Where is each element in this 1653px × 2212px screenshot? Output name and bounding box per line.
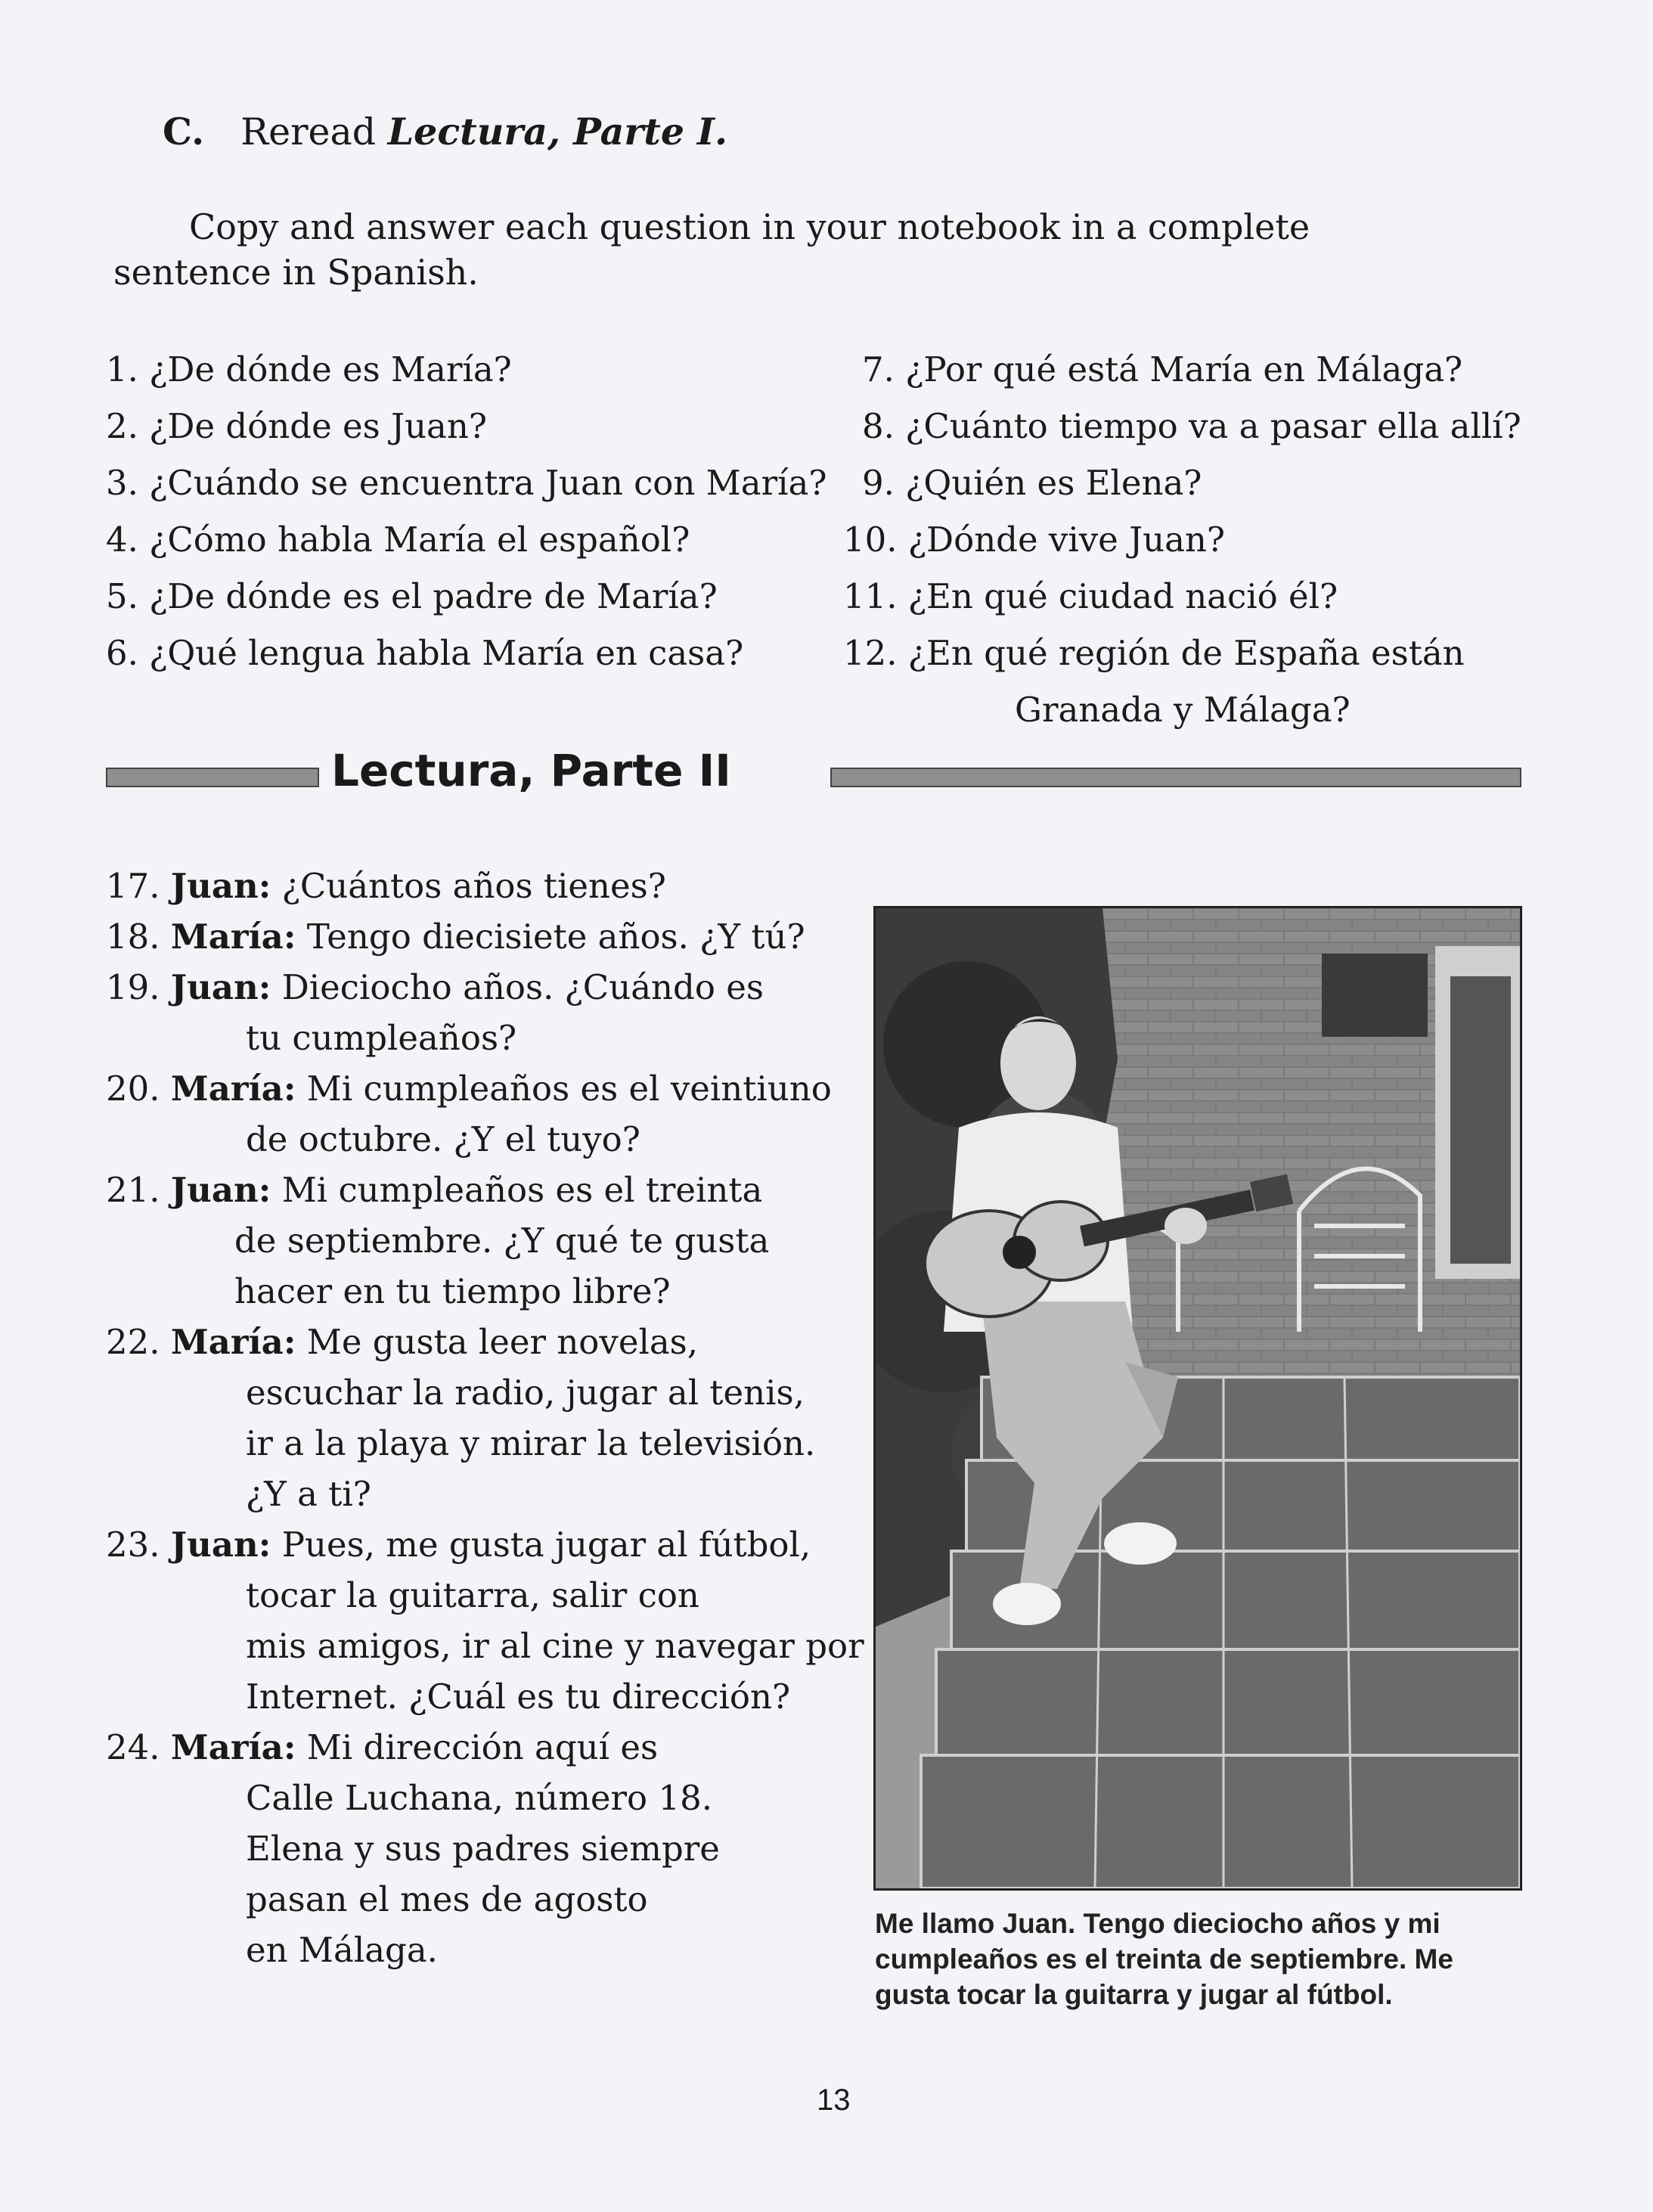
dialogue-line — [106, 1067, 832, 1111]
question-number: 1. — [106, 349, 138, 389]
question-item — [843, 575, 1338, 619]
question-number: 12. — [843, 633, 898, 673]
dialogue-line — [106, 1726, 658, 1770]
speaker: Juan: — [170, 1525, 271, 1565]
dialogue-continuation: escuchar la radio, jugar al tenis, — [246, 1373, 805, 1413]
question-item — [843, 631, 1465, 675]
question-item — [862, 405, 1521, 448]
question-number: 5. — [106, 576, 138, 616]
dialogue-continuation: Internet. ¿Cuál es tu dirección? — [246, 1677, 791, 1717]
question-number: 8. — [862, 406, 895, 446]
page-number: 13 — [817, 2083, 851, 2117]
speaker: María: — [170, 917, 296, 957]
question-number: 6. — [106, 633, 138, 673]
dialogue-continuation: tocar la guitarra, salir con — [246, 1575, 699, 1615]
dialogue-line — [106, 1320, 698, 1364]
line-text: Tengo diecisiete años. ¿Y tú? — [306, 917, 805, 957]
section-heading: Lectura, Parte II — [331, 745, 731, 796]
dialogue-continuation: ¿Y a ti? — [246, 1474, 371, 1514]
question-item — [106, 461, 826, 505]
line-text: Dieciocho años. ¿Cuándo es — [281, 967, 764, 1007]
question-continuation: Granada y Málaga? — [1015, 690, 1351, 730]
dialogue-continuation: de septiembre. ¿Y qué te gusta — [234, 1221, 770, 1261]
dialogue-line — [106, 864, 666, 908]
question-text: ¿De dónde es el padre de María? — [149, 576, 718, 616]
question-item — [106, 518, 690, 562]
dialogue-continuation: de octubre. ¿Y el tuyo? — [246, 1119, 640, 1159]
question-item — [106, 631, 743, 675]
question-number: 3. — [106, 463, 138, 503]
question-text: ¿De dónde es María? — [149, 349, 512, 389]
dialogue-continuation: Elena y sus padres siempre — [246, 1829, 720, 1869]
photo-caption: Me llamo Juan. Tengo dieciocho años y mi cumpleaños es el treinta de septiembre. Me gusta tocar la guitarra y jugar al fútbol. — [875, 1908, 1453, 2010]
photo-juan-guitar — [873, 906, 1522, 1891]
line-number: 18. — [106, 917, 160, 957]
section-title: Lectura, Parte I. — [387, 110, 728, 154]
line-text: Me gusta leer novelas, — [306, 1322, 699, 1362]
question-text: ¿Por qué está María en Málaga? — [905, 349, 1463, 389]
line-text: Mi cumpleaños es el veintiuno — [306, 1069, 832, 1109]
question-text: ¿Qué lengua habla María en casa? — [149, 633, 744, 673]
question-text: ¿Quién es Elena? — [905, 463, 1202, 503]
speaker: María: — [170, 1322, 296, 1362]
speaker: María: — [170, 1069, 296, 1109]
question-item — [106, 348, 512, 392]
section-prefix: Reread — [240, 110, 377, 154]
speaker: Juan: — [170, 967, 271, 1007]
section-c-header — [163, 110, 727, 154]
question-text: ¿Cuándo se encuentra Juan con María? — [149, 463, 827, 503]
dialogue-continuation: hacer en tu tiempo libre? — [234, 1271, 671, 1311]
question-item — [106, 575, 718, 619]
dialogue-continuation: tu cumpleaños? — [246, 1018, 517, 1058]
question-item — [862, 461, 1202, 505]
heading-bar-right — [830, 768, 1521, 787]
section-letter: C. — [163, 110, 205, 154]
question-number: 2. — [106, 406, 138, 446]
speaker: Juan: — [170, 1170, 271, 1210]
line-text: Pues, me gusta jugar al fútbol, — [281, 1525, 811, 1565]
question-item — [106, 405, 487, 448]
question-text: ¿Dónde vive Juan? — [907, 520, 1226, 560]
question-item — [862, 348, 1462, 392]
question-text: ¿En qué ciudad nació él? — [907, 576, 1338, 616]
question-number: 10. — [843, 520, 898, 560]
dialogue-continuation: Calle Luchana, número 18. — [246, 1778, 713, 1818]
line-text: Mi cumpleaños es el treinta — [281, 1170, 763, 1210]
dialogue-line — [106, 1523, 811, 1567]
instruction-text: Copy and answer each question in your notebook in a complete sentence in Spanish. — [113, 206, 1310, 293]
line-text: Mi dirección aquí es — [306, 1727, 659, 1767]
dialogue-continuation: en Málaga. — [246, 1930, 438, 1970]
question-number: 9. — [862, 463, 895, 503]
dialogue-line — [106, 915, 805, 959]
question-item — [843, 518, 1225, 562]
line-number: 22. — [106, 1322, 160, 1362]
line-number: 23. — [106, 1525, 160, 1565]
question-number: 7. — [862, 349, 895, 389]
line-number: 24. — [106, 1727, 160, 1767]
speaker: Juan: — [170, 866, 271, 906]
dialogue-continuation: mis amigos, ir al cine y navegar por — [246, 1626, 864, 1666]
line-number: 20. — [106, 1069, 160, 1109]
line-text: ¿Cuántos años tienes? — [281, 866, 666, 906]
dialogue-line — [106, 966, 764, 1010]
question-text: ¿Cómo habla María el español? — [149, 520, 690, 560]
dialogue-continuation: pasan el mes de agosto — [246, 1879, 648, 1919]
question-text: ¿En qué región de España están — [907, 633, 1465, 673]
question-text: ¿Cuánto tiempo va a pasar ella allí? — [905, 406, 1521, 446]
line-number: 17. — [106, 866, 160, 906]
heading-bar-left — [106, 768, 319, 787]
question-text: ¿De dónde es Juan? — [149, 406, 487, 446]
dialogue-line — [106, 1168, 762, 1212]
line-number: 19. — [106, 967, 160, 1007]
dialogue-continuation: ir a la playa y mirar la televisión. — [246, 1423, 816, 1463]
question-number: 4. — [106, 520, 138, 560]
line-number: 21. — [106, 1170, 160, 1210]
question-number: 11. — [843, 576, 898, 616]
speaker: María: — [170, 1727, 296, 1767]
